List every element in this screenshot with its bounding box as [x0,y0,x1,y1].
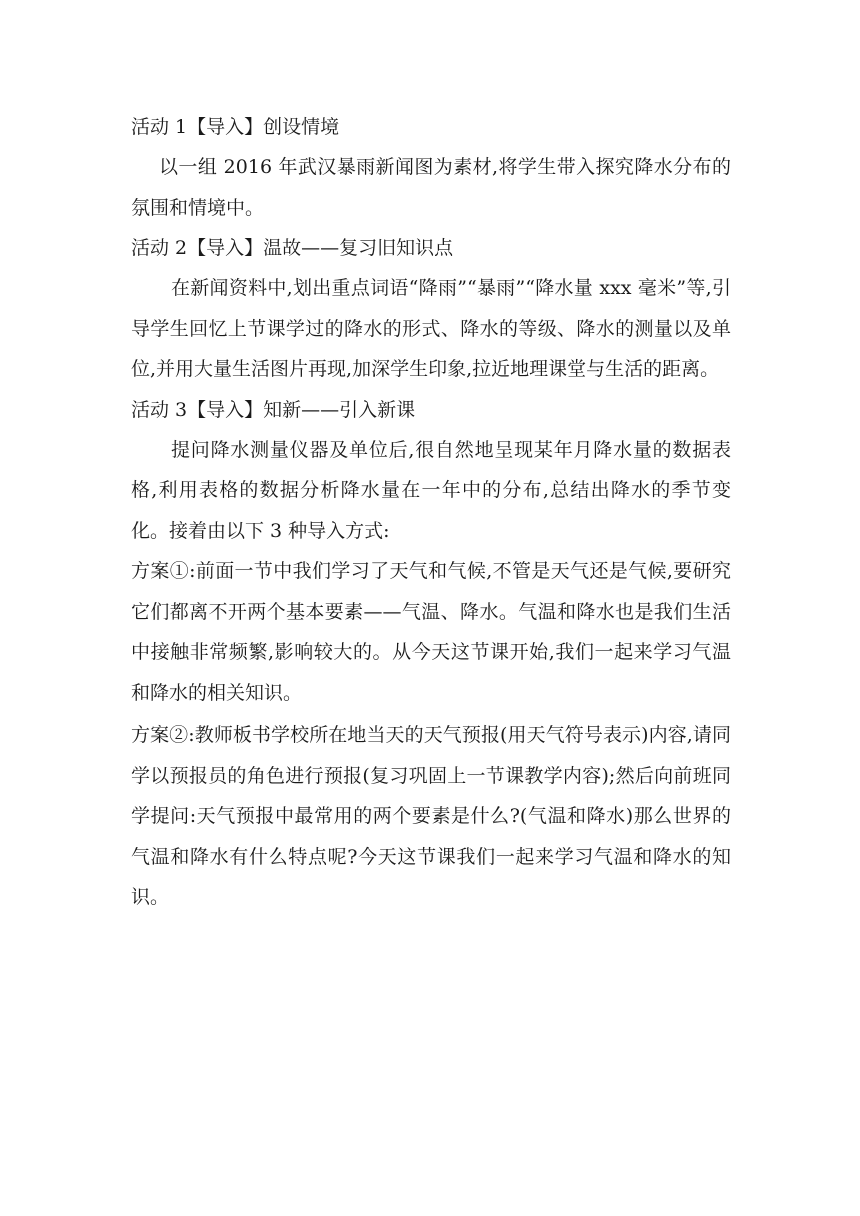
activity-1-heading: 活动 1【导入】创设情境 [131,116,340,138]
activity-1-paragraph: 以一组 2016 年武汉暴雨新闻图为素材,将学生带入探究降水分布的氛围和情境中。 [131,156,731,219]
plan-1-paragraph: 方案①:前面一节中我们学习了天气和气候,不管是天气还是气候,要研究它们都离不开两个基本要素——气温、降水。气温和降水也是我们生活中接触非常频繁,影响较大的。从今天这节课开始,我们一起来学习气温和降水的相关知识。 [131,560,731,704]
plan-2-paragraph: 方案②:教师板书学校所在地当天的天气预报(用天气符号表示)内容,请同学以预报员的角色进行预报(复习巩固上一节课教学内容);然后向前班同学提问:天气预报中最常用的两个要素是什么?(气温和降水)那么世界的气温和降水有什么特点呢?今天这节课我们一起来学习气温和降水的知识。 [131,724,731,908]
document-body [131,107,731,918]
activity-2-paragraph: 在新闻资料中,划出重点词语“降雨”“暴雨”“降水量 xxx 毫米”等,引导学生回忆上节课学过的降水的形式、降水的等级、降水的测量以及单位,并用大量生活图片再现,加深学生印象,拉近地理课堂与生活的距离。 [131,277,731,380]
activity-3-paragraph: 提问降水测量仪器及单位后,很自然地呈现某年月降水量的数据表格,利用表格的数据分析降水量在一年中的分布,总结出降水的季节变化。接着由以下 3 种导入方式: [131,438,731,542]
activity-3-heading: 活动 3【导入】知新——引入新课 [131,398,416,421]
activity-2-heading: 活动 2【导入】温故——复习旧知识点 [131,237,454,259]
